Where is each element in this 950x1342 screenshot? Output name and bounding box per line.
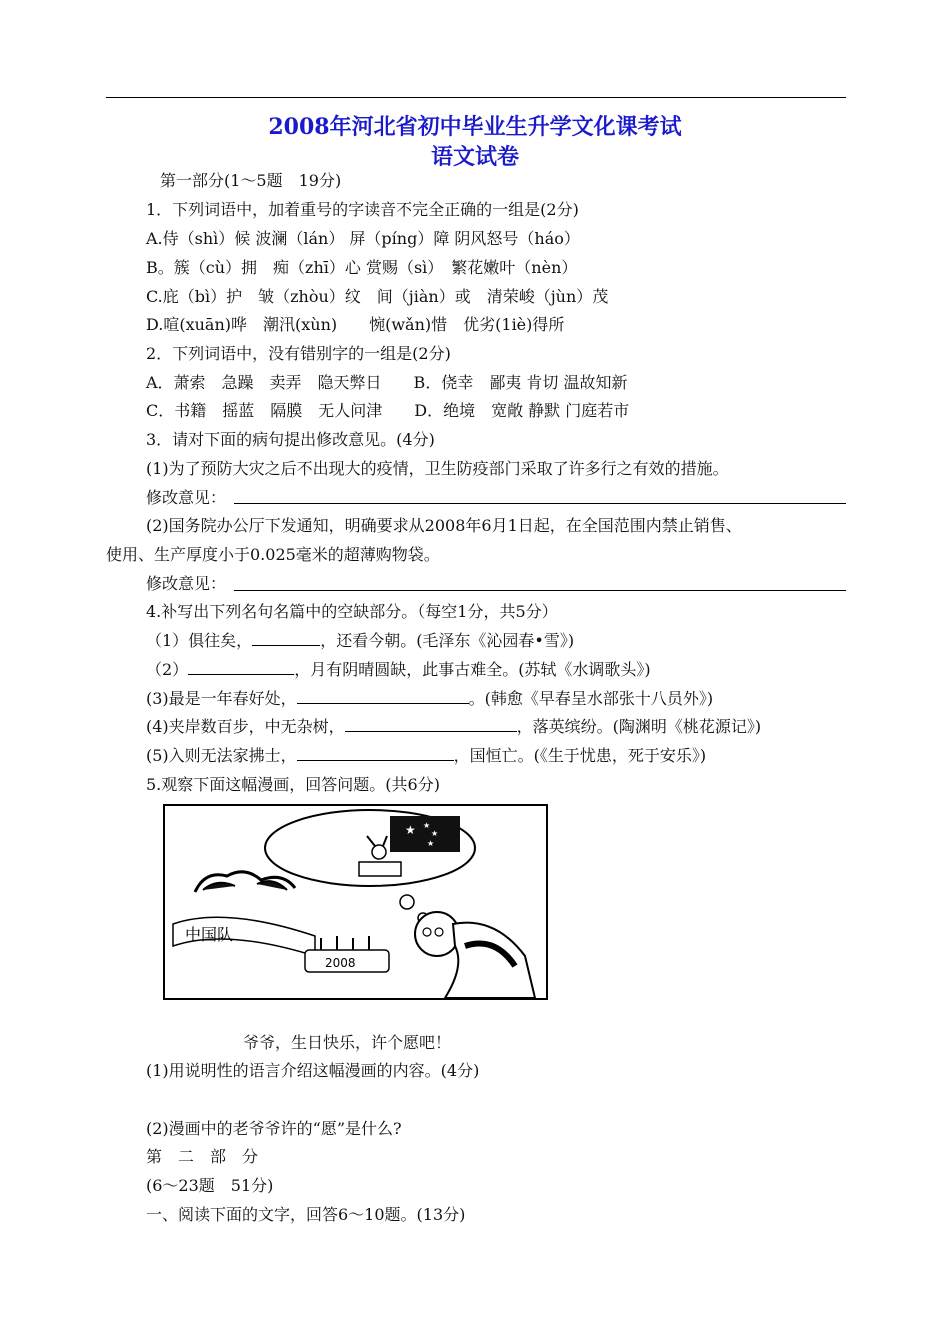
q4-blank-5[interactable] bbox=[297, 746, 454, 761]
q3-sentence-2-line1: (2)国务院办公厅下发通知，明确要求从2008年6月1日起，在全国范围内禁止销售、 bbox=[146, 516, 742, 535]
q4-item-5-pre: (5)入则无法家拂士， bbox=[146, 746, 297, 765]
q3-fix-label-1: 修改意见： bbox=[146, 488, 227, 507]
exam-subtitle: 语文试卷 bbox=[430, 144, 519, 170]
q3-stem: 3．请对下面的病句提出修改意见。(4分) bbox=[146, 430, 435, 449]
q4-item-2-pre: （2） bbox=[146, 660, 189, 679]
q4-item-3 bbox=[146, 688, 713, 710]
q4-blank-1[interactable] bbox=[252, 631, 320, 646]
exam-title: 2008年河北省初中毕业生升学文化课考试 bbox=[268, 114, 682, 140]
q4-blank-2[interactable] bbox=[188, 660, 294, 675]
q4-item-4 bbox=[146, 716, 761, 738]
q1-stem: 1．下列词语中，加着重号的字读音不完全正确的一组是(2分) bbox=[146, 200, 579, 219]
q4-blank-3[interactable] bbox=[297, 689, 469, 704]
q4-stem: 4.补写出下列名句名篇中的空缺部分。（每空1分，共5分） bbox=[146, 602, 558, 621]
q4-item-1-pre: （1）俱往矣， bbox=[146, 631, 253, 650]
svg-text:★: ★ bbox=[423, 821, 431, 830]
team-banner-label: 中国队 bbox=[185, 925, 234, 944]
q5-sub2: (2)漫画中的老爷爷许的“愿”是什么? bbox=[146, 1119, 402, 1138]
cartoon-caption: 爷爷，生日快乐，许个愿吧！ bbox=[243, 1033, 452, 1052]
q4-item-1-post: ，还看今朝。(毛泽东《沁园春•雪》) bbox=[320, 631, 575, 650]
q4-item-5 bbox=[146, 745, 706, 767]
q4-item-3-pre: (3)最是一年春好处， bbox=[146, 689, 297, 708]
q3-sentence-2-line2: 使用、生产厚度小于0.025毫米的超薄购物袋。 bbox=[106, 545, 440, 564]
q2-stem: 2．下列词语中，没有错别字的一组是(2分) bbox=[146, 344, 451, 363]
cake-label: 2008 bbox=[325, 956, 356, 970]
q4-blank-4[interactable] bbox=[345, 717, 517, 732]
q3-answer-line-1[interactable] bbox=[234, 503, 846, 504]
q3-answer-line-2[interactable] bbox=[234, 590, 846, 591]
old-man-head bbox=[415, 912, 459, 956]
q5-stem: 5.观察下面这幅漫画，回答问题。(共6分) bbox=[146, 775, 440, 794]
svg-text:★: ★ bbox=[427, 839, 435, 848]
part1-heading: 第一部分(1～5题 19分) bbox=[160, 171, 342, 190]
part2-heading: 第 二 部 分 bbox=[146, 1147, 259, 1166]
podium bbox=[359, 862, 401, 876]
svg-text:★: ★ bbox=[431, 829, 439, 838]
q4-item-4-pre: (4)夹岸数百步，中无杂树， bbox=[146, 717, 345, 736]
q4-item-5-post: ，国恒亡。(《生于忧患，死于安乐》) bbox=[453, 746, 707, 765]
q4-item-3-post: 。(韩愈《早春呈水部张十八员外》) bbox=[468, 689, 714, 708]
q1-option-d: D.喧(xuān)哗 潮汛(xùn) 惋(wǎn)惜 优劣(1iè)得所 bbox=[146, 315, 565, 334]
q2-options-row2: C．书籍 摇蓝 隔膜 无人问津 D．绝境 宽敞 静默 门庭若市 bbox=[146, 401, 630, 420]
cartoon-drawing bbox=[165, 806, 546, 998]
q4-item-1 bbox=[146, 630, 574, 652]
top-rule bbox=[106, 97, 846, 98]
q3-fix-label-2: 修改意见： bbox=[146, 574, 227, 593]
part2-range: (6～23题 51分) bbox=[146, 1176, 274, 1195]
q4-item-4-post: ，落英缤纷。(陶渊明《桃花源记》) bbox=[516, 717, 762, 736]
cartoon-image bbox=[163, 804, 548, 1000]
q4-item-2 bbox=[146, 659, 651, 681]
q1-option-c: C.庇（bì）护 皱（zhòu）纹 间（jiàn）或 清荣峻（jùn）茂 bbox=[146, 287, 609, 306]
svg-text:★: ★ bbox=[405, 823, 416, 837]
q4-item-2-post: ，月有阴晴圆缺，此事古难全。(苏轼《水调歌头》) bbox=[294, 660, 651, 679]
q1-option-a: A.侍（shì）候 波澜（lán） 屏（píng）障 阴风怒号（háo） bbox=[146, 229, 580, 248]
q3-sentence-1: (1)为了预防大灾之后不出现大的疫情，卫生防疫部门采取了许多行之有效的措施。 bbox=[146, 459, 729, 478]
q5-sub1: (1)用说明性的语言介绍这幅漫画的内容。(4分) bbox=[146, 1061, 480, 1080]
q1-option-b: B。簇（cù）拥 痴（zhī）心 赏赐（sì） 繁花嫩叶（nèn） bbox=[146, 258, 578, 277]
q2-options-row1: A．萧索 急躁 卖弄 隐天弊日 B．侥幸 鄙夷 肯切 温故知新 bbox=[146, 373, 628, 392]
part2-section1: 一、阅读下面的文字，回答6～10题。(13分) bbox=[146, 1205, 466, 1224]
